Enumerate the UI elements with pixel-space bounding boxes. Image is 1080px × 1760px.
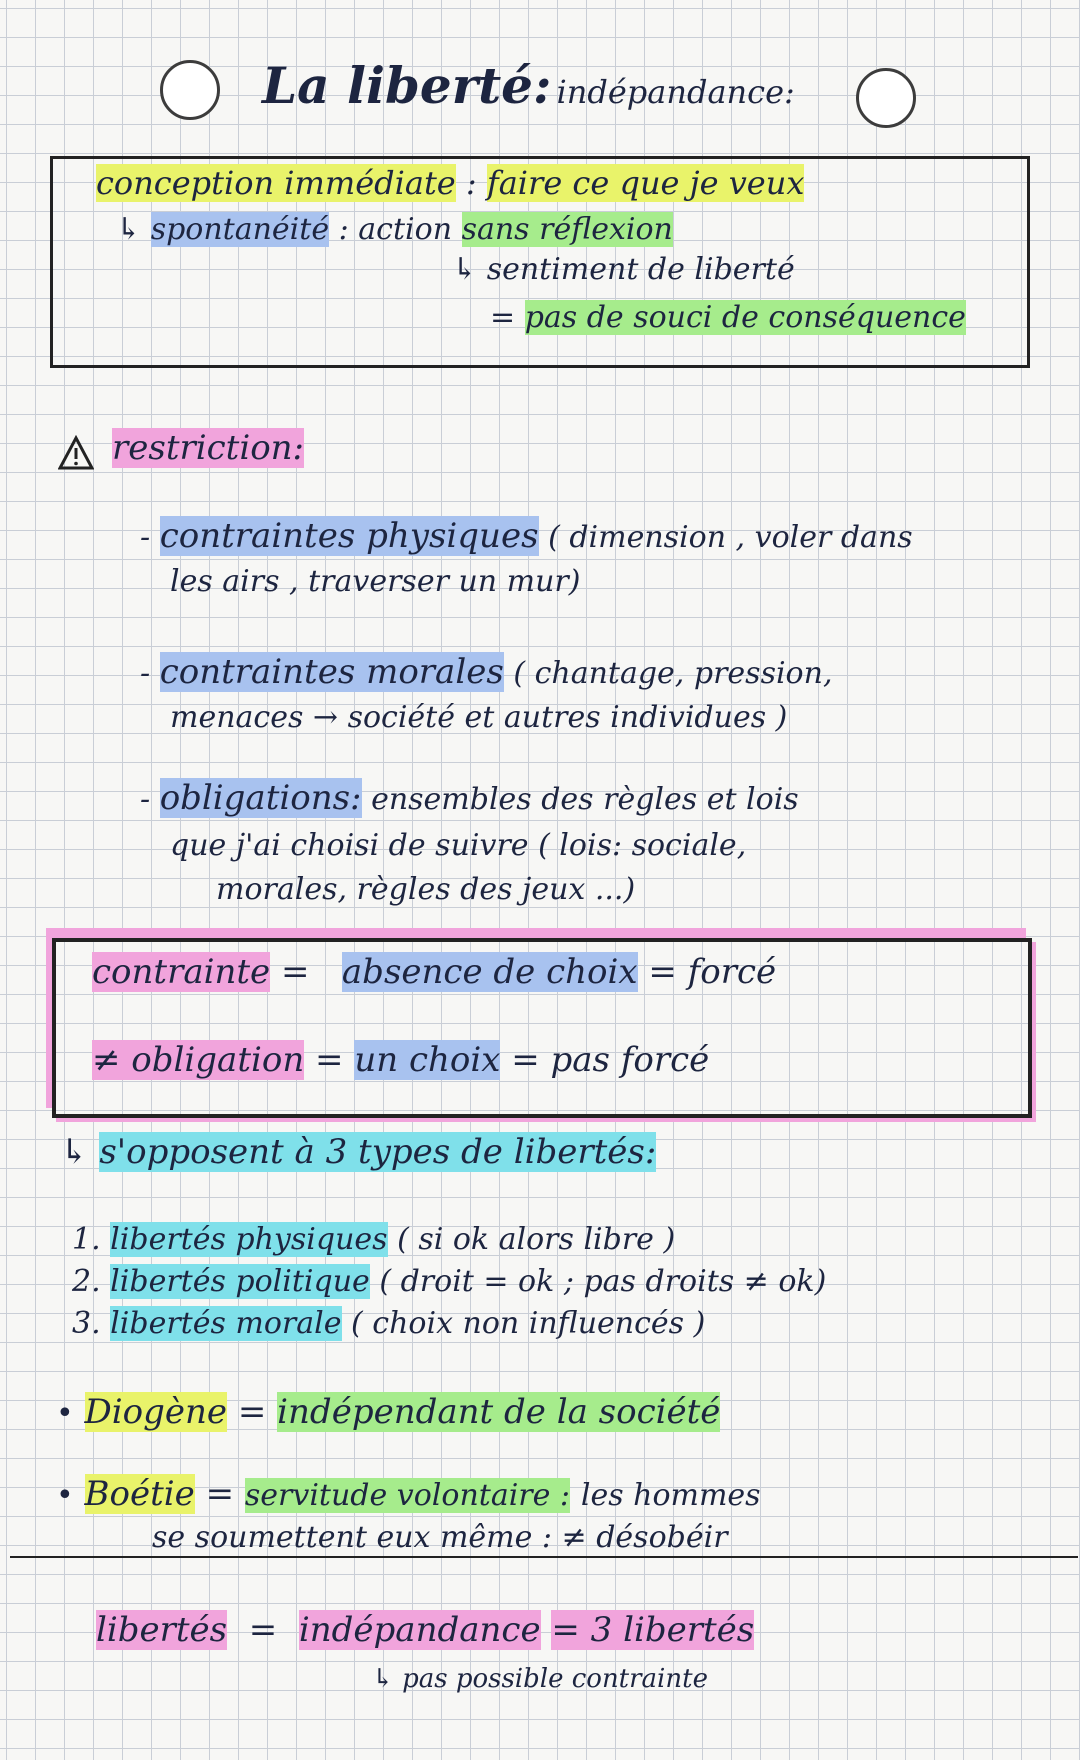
spontaneity-text: action [358, 212, 453, 247]
liberty-term-3: libertés morale [110, 1306, 342, 1341]
no-choice-text: absence de choix [341, 952, 638, 992]
diogene-text: indépendant de la société [277, 1392, 721, 1432]
liberty-item-1 [72, 1222, 675, 1257]
liberty-note-3: ( choix non influencés ) [351, 1306, 706, 1341]
opposition-text: s'opposent à 3 types de libertés: [99, 1132, 657, 1172]
definition-row-2 [92, 1040, 709, 1080]
equals-sign: = [315, 1040, 344, 1080]
not-forced-text: = pas forcé [511, 1040, 710, 1080]
restriction-term-2: contraintes morales [159, 652, 504, 692]
spontaneity-highlight: sans réflexion [461, 212, 673, 247]
warning-icon [58, 435, 94, 471]
arrow-icon: ↳ [452, 252, 478, 287]
divider-line [10, 1556, 1078, 1558]
constraint-term: contrainte [92, 952, 271, 992]
conception-line2 [116, 212, 673, 247]
liberty-term-2: libertés politique [110, 1264, 370, 1299]
conception-line3 [452, 252, 795, 287]
liberty-item-3 [72, 1306, 705, 1341]
restriction-item-2 [140, 652, 832, 692]
liberty-term-1: libertés physiques [110, 1222, 388, 1257]
binder-hole-left [160, 60, 220, 120]
dash: - [140, 656, 151, 691]
restriction-cont-3: que j'ai choisi de suivre ( lois: sociale, [170, 828, 747, 863]
restriction-heading [112, 428, 304, 468]
page-title [262, 56, 795, 115]
bullet: • [56, 1396, 74, 1431]
boetie-name: Boétie [84, 1474, 195, 1514]
restriction-item-1 [140, 516, 913, 556]
diogene-name: Diogène [84, 1392, 228, 1432]
binder-hole-right [856, 68, 916, 128]
liberty-num: 1. [72, 1222, 101, 1257]
liberty-note-2: ( droit = ok ; pas droits ≠ ok) [379, 1264, 827, 1299]
opposition-line [60, 1132, 656, 1172]
liberty-num: 3. [72, 1306, 101, 1341]
restriction-term-3: obligations: [159, 778, 362, 818]
arrow-icon: ↳ [372, 1664, 394, 1694]
conclusion-note: pas possible contrainte [402, 1664, 708, 1694]
restriction-cont-3b: morales, règles des jeux ...) [216, 872, 636, 907]
restriction-term-1: contraintes physiques [159, 516, 539, 556]
restriction-heading-text: restriction: [112, 428, 305, 468]
no-consequence-text: pas de souci de conséquence [524, 300, 966, 335]
definition-row-1 [92, 952, 776, 992]
arrow-icon: ↳ [60, 1132, 89, 1172]
restriction-cont-1: les airs , traverser un mur) [170, 564, 581, 599]
title-sub: indépandance: [556, 73, 795, 111]
equals-sign: = [248, 1610, 278, 1650]
forced-text: = forcé [648, 952, 777, 992]
restriction-item-3 [140, 778, 799, 818]
equals-sign: = [490, 300, 516, 335]
conception-term: conception immédiate [96, 164, 456, 202]
restriction-rest-3: ensembles des règles et lois [371, 782, 799, 817]
conclusion-term: libertés [96, 1610, 228, 1650]
dash: - [140, 520, 151, 555]
conception-line4 [490, 300, 966, 335]
equals-sign: = [205, 1474, 235, 1514]
conclusion-value: indépandance [298, 1610, 541, 1650]
restriction-rest-1: ( dimension , voler dans [548, 520, 913, 555]
conception-value: faire ce que je veux [486, 164, 805, 202]
arrow-icon: ↳ [116, 212, 142, 247]
a-choice-text: un choix [354, 1040, 501, 1080]
title-main: La liberté: [262, 56, 552, 115]
bullet: • [56, 1478, 74, 1513]
philosopher-boetie [56, 1474, 761, 1514]
obligation-term: ≠ obligation [92, 1040, 305, 1080]
conclusion-end: = 3 libertés [551, 1610, 755, 1650]
conception-sep: : [465, 164, 477, 202]
feeling-text: sentiment de liberté [486, 252, 795, 287]
conclusion-note-line [372, 1664, 708, 1694]
boetie-continuation: se soumettent eux même : ≠ désobéir [152, 1520, 728, 1555]
conception-line1 [96, 164, 804, 202]
spontaneity-sep: : [338, 212, 349, 247]
boetie-text-2: les hommes [580, 1478, 761, 1513]
equals-sign: = [280, 952, 310, 992]
dash: - [140, 782, 151, 817]
spontaneity-term: spontanéité [150, 212, 330, 247]
liberty-item-2 [72, 1264, 826, 1299]
liberty-num: 2. [72, 1264, 101, 1299]
philosopher-diogene [56, 1392, 720, 1432]
conclusion-line [96, 1610, 754, 1650]
boetie-text: servitude volontaire : [244, 1478, 571, 1513]
restriction-rest-2: ( chantage, pression, [513, 656, 833, 691]
restriction-cont-2: menaces → société et autres individues ) [170, 700, 788, 735]
liberty-note-1: ( si ok alors libre ) [397, 1222, 676, 1257]
equals-sign: = [237, 1392, 267, 1432]
